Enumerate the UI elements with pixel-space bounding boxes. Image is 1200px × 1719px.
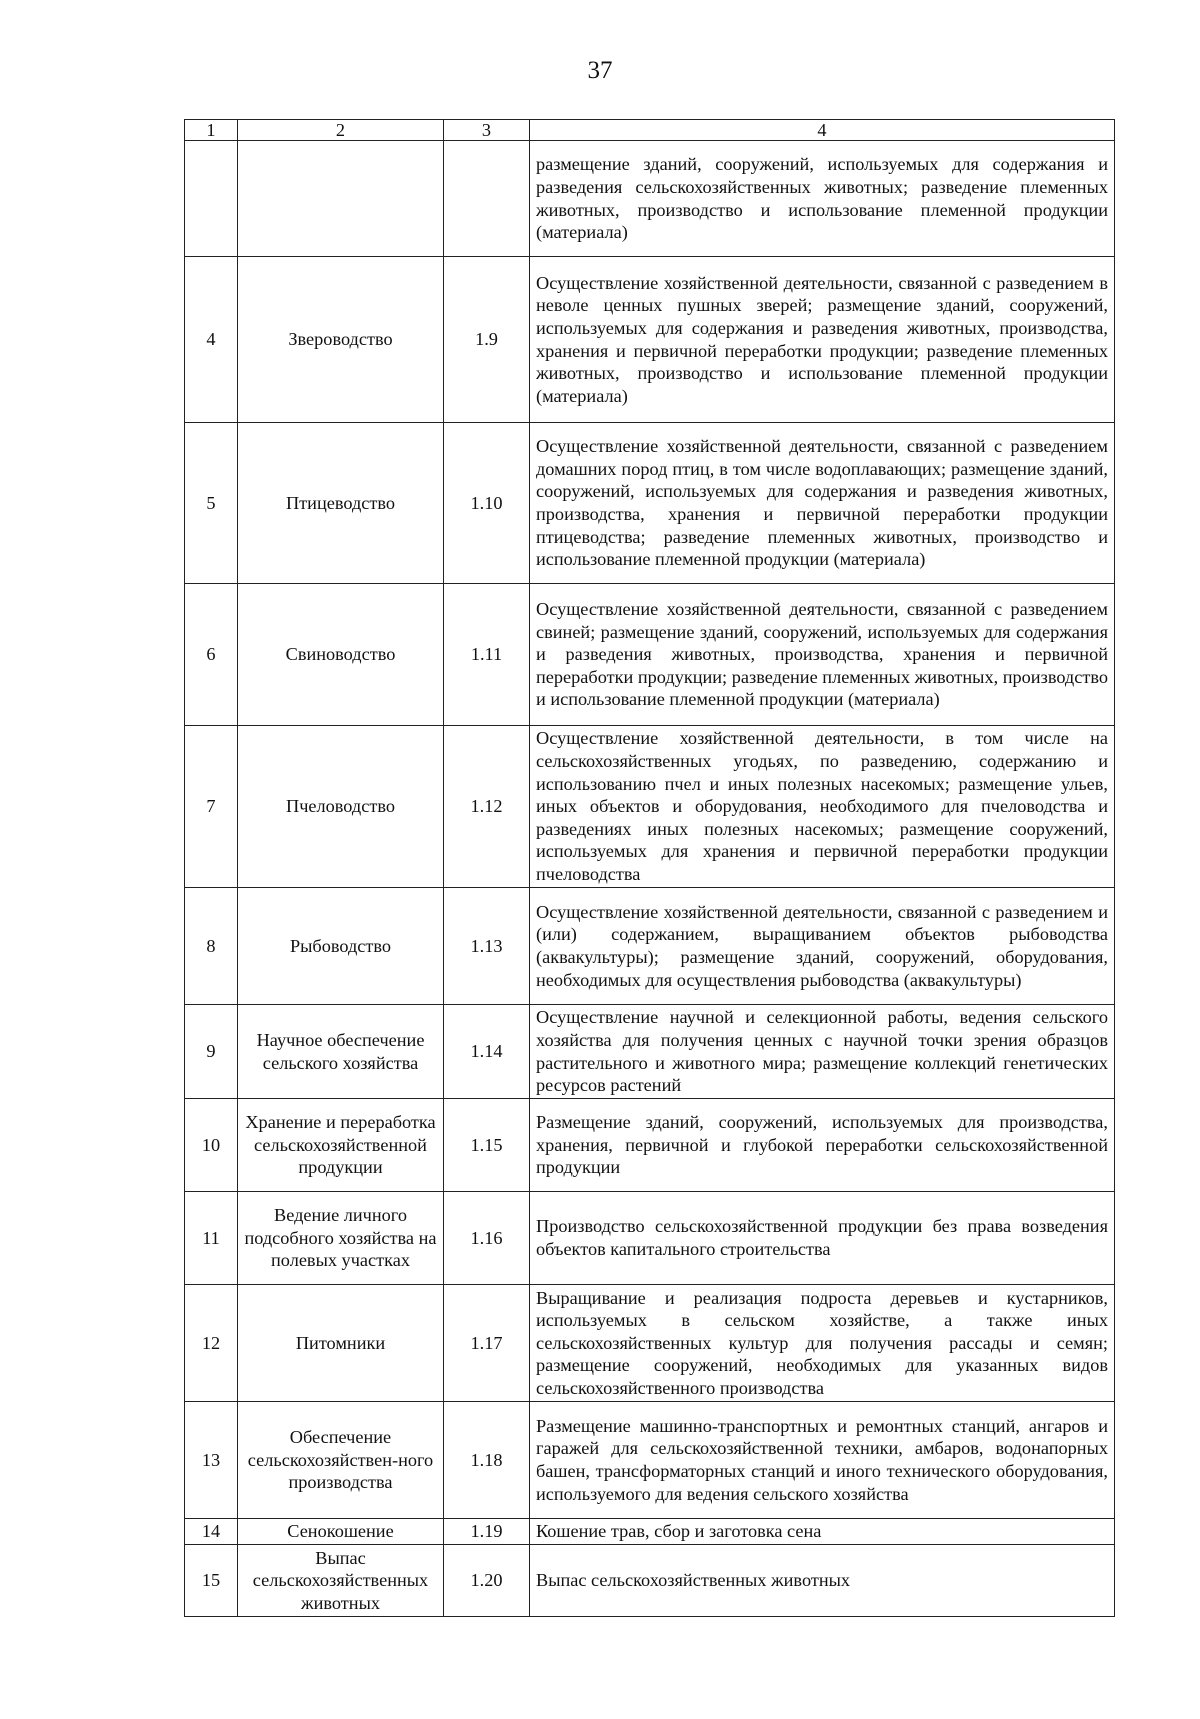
use-type-name: Сенокошение — [238, 1519, 444, 1545]
use-type-description: Осуществление хозяйственной деятельности, связанной с разведением в неволе ценных пушных зверей; размещение зданий, сооружений, используемых для содержания и разведения животных, производства, хранения и первичной переработки продукции; разведение племенных животных, производство и использование племенной продукции (материала) — [530, 257, 1115, 423]
page-number: 37 — [587, 57, 613, 84]
table-row — [185, 888, 1115, 1005]
row-number: 15 — [185, 1545, 238, 1617]
use-type-description: Производство сельскохозяйственной продукции без права возведения объектов капитального строительства — [530, 1192, 1115, 1285]
table-row — [185, 1285, 1115, 1402]
use-type-description: Осуществление хозяйственной деятельности, связанной с разведением и (или) содержанием, выращиванием объектов рыбоводства (аквакультуры); размещение зданий, сооружений, оборудования, необходимых для осуществления рыбоводства (аквакультуры) — [530, 888, 1115, 1005]
table-header — [185, 120, 1115, 141]
row-number: 11 — [185, 1192, 238, 1285]
table-row — [185, 1005, 1115, 1099]
row-number: 4 — [185, 257, 238, 423]
use-type-description: Осуществление научной и селекционной работы, ведения сельского хозяйства для получения ценных с научной точки зрения образцов растительного и животного мира; размещение коллекций генетических ресурсов растений — [530, 1005, 1115, 1099]
use-type-name: Птицеводство — [238, 423, 444, 584]
use-type-code: 1.10 — [444, 423, 530, 584]
use-type-name: Ведение личного подсобного хозяйства на полевых участках — [238, 1192, 444, 1285]
use-type-code: 1.16 — [444, 1192, 530, 1285]
table-row — [185, 1402, 1115, 1519]
table-row — [185, 423, 1115, 584]
header-col-4: 4 — [530, 120, 1115, 141]
header-col-2: 2 — [238, 120, 444, 141]
row-number: 13 — [185, 1402, 238, 1519]
header-col-1: 1 — [185, 120, 238, 141]
use-type-code: 1.15 — [444, 1099, 530, 1192]
use-type-code: 1.9 — [444, 257, 530, 423]
use-type-code: 1.13 — [444, 888, 530, 1005]
use-type-name: Звероводство — [238, 257, 444, 423]
row-number: 7 — [185, 726, 238, 888]
use-type-name: Рыбоводство — [238, 888, 444, 1005]
use-type-name: Хранение и переработка сельскохозяйственной продукции — [238, 1099, 444, 1192]
use-type-description: Кошение трав, сбор и заготовка сена — [530, 1519, 1115, 1545]
use-type-description: Размещение машинно-транспортных и ремонтных станций, ангаров и гаражей для сельскохозяйственной техники, амбаров, водонапорных башен, трансформаторных станций и иного технического оборудования, используемого для ведения сельского хозяйства — [530, 1402, 1115, 1519]
header-row — [185, 120, 1115, 141]
table-row — [185, 1192, 1115, 1285]
use-type-code — [444, 141, 530, 257]
use-type-description: Осуществление хозяйственной деятельности, в том числе на сельскохозяйственных угодьях, по разведению, содержанию и использованию пчел и иных полезных насекомых; размещение ульев, иных объектов и оборудования, необходимого для пчеловодства и разведениях иных полезных насекомых; размещение сооружений, используемых для хранения и первичной переработки продукции пчеловодства — [530, 726, 1115, 888]
use-type-name: Пчеловодство — [238, 726, 444, 888]
row-number: 9 — [185, 1005, 238, 1099]
table-row — [185, 1545, 1115, 1617]
use-type-description: Выращивание и реализация подроста деревьев и кустарников, используемых в сельском хозяйстве, а также иных сельскохозяйственных культур для получения рассады и семян; размещение сооружений, необходимых для указанных видов сельскохозяйственного производства — [530, 1285, 1115, 1402]
use-type-description: Осуществление хозяйственной деятельности, связанной с разведением домашних пород птиц, в том числе водоплавающих; размещение зданий, сооружений, используемых для содержания и разведения животных, производства, хранения и первичной переработки продукции птицеводства; разведение племенных животных, производство и использование племенной продукции (материала) — [530, 423, 1115, 584]
use-type-code: 1.18 — [444, 1402, 530, 1519]
use-type-code: 1.17 — [444, 1285, 530, 1402]
use-type-description: размещение зданий, сооружений, используемых для содержания и разведения сельскохозяйственных животных; разведение племенных животных, производство и использование племенной продукции (материала) — [530, 141, 1115, 257]
use-type-description: Выпас сельскохозяйственных животных — [530, 1545, 1115, 1617]
use-type-description: Осуществление хозяйственной деятельности, связанной с разведением свиней; размещение зданий, сооружений, используемых для содержания и разведения животных, производства, хранения и первичной переработки продукции; разведение племенных животных, производство и использование племенной продукции (материала) — [530, 584, 1115, 726]
use-type-name: Обеспечение сельскохозяйствен-ного производства — [238, 1402, 444, 1519]
table-row — [185, 1099, 1115, 1192]
use-type-name: Выпас сельскохозяйственных животных — [238, 1545, 444, 1617]
table-row — [185, 1519, 1115, 1545]
table-row — [185, 726, 1115, 888]
use-type-name: Свиноводство — [238, 584, 444, 726]
header-col-3: 3 — [444, 120, 530, 141]
land-use-table — [184, 119, 1115, 1617]
row-number: 10 — [185, 1099, 238, 1192]
table-row — [185, 584, 1115, 726]
use-type-name: Научное обеспечение сельского хозяйства — [238, 1005, 444, 1099]
row-number: 6 — [185, 584, 238, 726]
use-type-name: Питомники — [238, 1285, 444, 1402]
row-number: 12 — [185, 1285, 238, 1402]
use-type-code: 1.11 — [444, 584, 530, 726]
use-type-code: 1.20 — [444, 1545, 530, 1617]
row-number: 8 — [185, 888, 238, 1005]
use-type-code: 1.14 — [444, 1005, 530, 1099]
use-type-code: 1.12 — [444, 726, 530, 888]
table-body — [185, 141, 1115, 1617]
use-type-description: Размещение зданий, сооружений, используемых для производства, хранения, первичной и глубокой переработки сельскохозяйственной продукции — [530, 1099, 1115, 1192]
row-number — [185, 141, 238, 257]
use-type-name — [238, 141, 444, 257]
row-number: 14 — [185, 1519, 238, 1545]
table-row — [185, 141, 1115, 257]
use-type-code: 1.19 — [444, 1519, 530, 1545]
table-row — [185, 257, 1115, 423]
row-number: 5 — [185, 423, 238, 584]
